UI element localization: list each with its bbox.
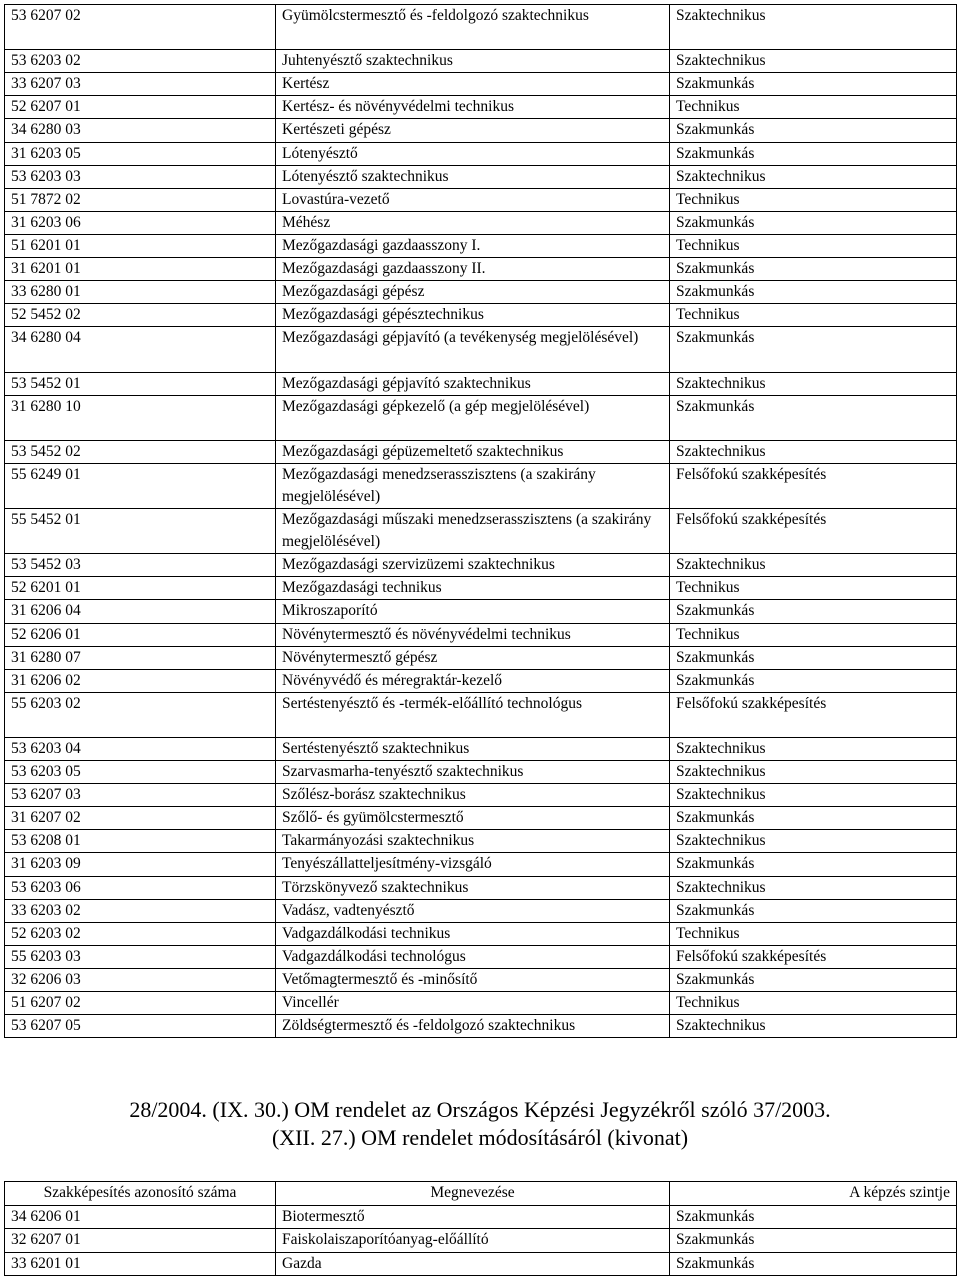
qualification-name: Mezőgazdasági gépjavító szaktechnikus	[276, 372, 670, 395]
qualification-name: Sertéstenyésztő és -termék-előállító technológus	[276, 692, 670, 737]
extract-table-body	[5, 1205, 957, 1276]
qualification-level: Szaktechnikus	[670, 554, 957, 577]
table-row	[5, 281, 957, 304]
qualification-name: Törzskönyvező szaktechnikus	[276, 876, 670, 899]
qualification-level: Szaktechnikus	[670, 440, 957, 463]
table-row	[5, 234, 957, 257]
qualification-name: Mezőgazdasági szervizüzemi szaktechnikus	[276, 554, 670, 577]
table-row	[5, 73, 957, 96]
qualification-code: 33 6280 01	[5, 281, 276, 304]
qualification-code: 33 6201 01	[5, 1252, 276, 1276]
qualification-name: Vincellér	[276, 992, 670, 1015]
qualification-code: 34 6280 04	[5, 327, 276, 372]
qualification-name: Mezőgazdasági gépész	[276, 281, 670, 304]
qualification-name: Szarvasmarha-tenyésztő szaktechnikus	[276, 761, 670, 784]
qualification-level: Szaktechnikus	[670, 165, 957, 188]
qualification-name: Mezőgazdasági műszaki menedzserasszisztens (a szakirány megjelölésével)	[276, 509, 670, 554]
qualification-code: 31 6201 01	[5, 258, 276, 281]
table-row	[5, 5, 957, 50]
table-row	[5, 142, 957, 165]
table-row	[5, 692, 957, 737]
qualification-name: Faiskolaiszaporítóanyag-előállító	[276, 1229, 670, 1253]
qualification-code: 53 5452 01	[5, 372, 276, 395]
qualification-code: 33 6203 02	[5, 899, 276, 922]
qualification-code: 52 5452 02	[5, 304, 276, 327]
qualification-code: 51 7872 02	[5, 188, 276, 211]
qualification-name: Vadgazdálkodási technológus	[276, 945, 670, 968]
qualification-name: Mezőgazdasági gépjavító (a tevékenység megjelölésével)	[276, 327, 670, 372]
qualification-code: 53 6203 04	[5, 738, 276, 761]
qualification-code: 53 6208 01	[5, 830, 276, 853]
table-row	[5, 188, 957, 211]
qualification-code: 34 6280 03	[5, 119, 276, 142]
qualification-code: 51 6201 01	[5, 234, 276, 257]
qualification-level: Szakmunkás	[670, 1252, 957, 1276]
table-row	[5, 876, 957, 899]
qualification-level: Szaktechnikus	[670, 876, 957, 899]
qualification-code: 52 6203 02	[5, 922, 276, 945]
table-row	[5, 50, 957, 73]
table-row	[5, 509, 957, 554]
qualification-name: Kertész- és növényvédelmi technikus	[276, 96, 670, 119]
qualification-level: Szakmunkás	[670, 600, 957, 623]
decree-heading-line-2: (XII. 27.) OM rendelet módosításáról (kivonat)	[271, 1125, 689, 1150]
qualification-level: Technikus	[670, 96, 957, 119]
qualification-name: Mezőgazdasági gazdaasszony I.	[276, 234, 670, 257]
qualification-level: Szakmunkás	[670, 142, 957, 165]
qualification-code: 53 6207 02	[5, 5, 276, 50]
qualification-code: 32 6207 01	[5, 1229, 276, 1253]
qualification-level: Szakmunkás	[670, 807, 957, 830]
qualification-name: Mezőgazdasági gazdaasszony II.	[276, 258, 670, 281]
table-row	[5, 853, 957, 876]
qualification-level: Szakmunkás	[670, 281, 957, 304]
qualification-level: Szaktechnikus	[670, 784, 957, 807]
qualification-name: Mikroszaporító	[276, 600, 670, 623]
table-row	[5, 440, 957, 463]
qualification-code: 32 6206 03	[5, 968, 276, 991]
table-row	[5, 992, 957, 1015]
qualification-code: 31 6203 05	[5, 142, 276, 165]
table-row	[5, 784, 957, 807]
qualification-table	[4, 4, 957, 1038]
qualification-code: 33 6207 03	[5, 73, 276, 96]
qualification-name: Méhész	[276, 211, 670, 234]
qualification-name: Biotermesztő	[276, 1205, 670, 1229]
table-row	[5, 899, 957, 922]
table-row	[5, 211, 957, 234]
qualification-level: Szaktechnikus	[670, 50, 957, 73]
qualification-level: Felsőfokú szakképesítés	[670, 692, 957, 737]
qualification-name: Mezőgazdasági gépésztechnikus	[276, 304, 670, 327]
table-row	[5, 968, 957, 991]
qualification-code: 53 5452 03	[5, 554, 276, 577]
qualification-code: 31 6207 02	[5, 807, 276, 830]
table-row	[5, 96, 957, 119]
qualification-code: 55 6203 02	[5, 692, 276, 737]
qualification-name: Mezőgazdasági menedzserasszisztens (a szakirány megjelölésével)	[276, 463, 670, 508]
qualification-level: Szaktechnikus	[670, 738, 957, 761]
qualification-level: Szaktechnikus	[670, 761, 957, 784]
qualification-code: 52 6206 01	[5, 623, 276, 646]
qualification-level: Szakmunkás	[670, 395, 957, 440]
qualification-code: 55 6249 01	[5, 463, 276, 508]
qualification-level: Technikus	[670, 623, 957, 646]
table-row	[5, 165, 957, 188]
table-row	[5, 600, 957, 623]
qualification-level: Szaktechnikus	[670, 372, 957, 395]
qualification-name: Kertészeti gépész	[276, 119, 670, 142]
qualification-level: Szaktechnikus	[670, 830, 957, 853]
table-row	[5, 1205, 957, 1229]
qualification-name: Szőlő- és gyümölcstermesztő	[276, 807, 670, 830]
qualification-code: 31 6280 10	[5, 395, 276, 440]
table-row	[5, 830, 957, 853]
qualification-code: 34 6206 01	[5, 1205, 276, 1229]
table-row	[5, 258, 957, 281]
qualification-name: Mezőgazdasági technikus	[276, 577, 670, 600]
extract-table	[4, 1181, 957, 1276]
table-row	[5, 922, 957, 945]
table-row	[5, 395, 957, 440]
qualification-level: Technikus	[670, 922, 957, 945]
qualification-level: Szakmunkás	[670, 73, 957, 96]
qualification-level: Szaktechnikus	[670, 5, 957, 50]
qualification-name: Lótenyésztő	[276, 142, 670, 165]
qualification-level: Felsőfokú szakképesítés	[670, 509, 957, 554]
qualification-code: 53 6203 06	[5, 876, 276, 899]
qualification-name: Lótenyésztő szaktechnikus	[276, 165, 670, 188]
qualification-name: Növénytermesztő gépész	[276, 646, 670, 669]
qualification-name: Növénytermesztő és növényvédelmi technikus	[276, 623, 670, 646]
qualification-table-body	[5, 5, 957, 1038]
header-level: A képzés szintje	[670, 1182, 957, 1206]
qualification-name: Lovastúra-vezető	[276, 188, 670, 211]
qualification-code: 31 6203 09	[5, 853, 276, 876]
qualification-name: Zöldségtermesztő és -feldolgozó szaktechnikus	[276, 1015, 670, 1038]
table-row	[5, 372, 957, 395]
qualification-level: Felsőfokú szakképesítés	[670, 463, 957, 508]
qualification-name: Sertéstenyésztő szaktechnikus	[276, 738, 670, 761]
qualification-level: Technikus	[670, 577, 957, 600]
qualification-name: Tenyészállatteljesítmény-vizsgáló	[276, 853, 670, 876]
decree-heading-line-1: 28/2004. (IX. 30.) OM rendelet az Országos Képzési Jegyzékről szóló 37/2003.	[129, 1097, 831, 1122]
table-row	[5, 1015, 957, 1038]
table-row	[5, 327, 957, 372]
table-row	[5, 554, 957, 577]
table-row	[5, 669, 957, 692]
qualification-code: 52 6201 01	[5, 577, 276, 600]
table-row	[5, 945, 957, 968]
table-row	[5, 646, 957, 669]
header-code: Szakképesítés azonosító száma	[5, 1182, 276, 1206]
qualification-code: 31 6206 02	[5, 669, 276, 692]
qualification-code: 53 5452 02	[5, 440, 276, 463]
qualification-level: Szakmunkás	[670, 258, 957, 281]
decree-heading	[0, 1096, 960, 1152]
qualification-level: Szakmunkás	[670, 1205, 957, 1229]
qualification-name: Vadgazdálkodási technikus	[276, 922, 670, 945]
qualification-name: Gazda	[276, 1252, 670, 1276]
table-row	[5, 463, 957, 508]
qualification-level: Szaktechnikus	[670, 1015, 957, 1038]
qualification-name: Takarmányozási szaktechnikus	[276, 830, 670, 853]
qualification-code: 53 6203 05	[5, 761, 276, 784]
qualification-level: Felsőfokú szakképesítés	[670, 945, 957, 968]
table-row	[5, 1252, 957, 1276]
qualification-level: Szakmunkás	[670, 1229, 957, 1253]
qualification-name: Vadász, vadtenyésztő	[276, 899, 670, 922]
qualification-code: 55 5452 01	[5, 509, 276, 554]
qualification-code: 31 6203 06	[5, 211, 276, 234]
qualification-code: 52 6207 01	[5, 96, 276, 119]
qualification-level: Szakmunkás	[670, 327, 957, 372]
table-row	[5, 623, 957, 646]
qualification-level: Technikus	[670, 992, 957, 1015]
qualification-code: 55 6203 03	[5, 945, 276, 968]
qualification-level: Technikus	[670, 304, 957, 327]
extract-table-header-row	[5, 1182, 957, 1206]
qualification-level: Technikus	[670, 234, 957, 257]
qualification-code: 51 6207 02	[5, 992, 276, 1015]
qualification-level: Szakmunkás	[670, 853, 957, 876]
table-row	[5, 119, 957, 142]
qualification-level: Technikus	[670, 188, 957, 211]
qualification-code: 53 6203 02	[5, 50, 276, 73]
qualification-name: Vetőmagtermesztő és -minősítő	[276, 968, 670, 991]
qualification-code: 31 6280 07	[5, 646, 276, 669]
qualification-level: Szakmunkás	[670, 669, 957, 692]
table-row	[5, 761, 957, 784]
qualification-code: 31 6206 04	[5, 600, 276, 623]
table-row	[5, 807, 957, 830]
qualification-name: Mezőgazdasági gépüzemeltető szaktechnikus	[276, 440, 670, 463]
qualification-level: Szakmunkás	[670, 899, 957, 922]
table-row	[5, 577, 957, 600]
qualification-name: Szőlész-borász szaktechnikus	[276, 784, 670, 807]
table-row	[5, 1229, 957, 1253]
qualification-code: 53 6203 03	[5, 165, 276, 188]
qualification-code: 53 6207 05	[5, 1015, 276, 1038]
qualification-name: Kertész	[276, 73, 670, 96]
qualification-name: Növényvédő és méregraktár-kezelő	[276, 669, 670, 692]
qualification-level: Szakmunkás	[670, 646, 957, 669]
qualification-name: Mezőgazdasági gépkezelő (a gép megjelölésével)	[276, 395, 670, 440]
qualification-code: 53 6207 03	[5, 784, 276, 807]
table-row	[5, 304, 957, 327]
table-row	[5, 738, 957, 761]
qualification-level: Szakmunkás	[670, 211, 957, 234]
qualification-level: Szakmunkás	[670, 968, 957, 991]
qualification-name: Gyümölcstermesztő és -feldolgozó szaktechnikus	[276, 5, 670, 50]
qualification-name: Juhtenyésztő szaktechnikus	[276, 50, 670, 73]
header-name: Megnevezése	[276, 1182, 670, 1206]
qualification-level: Szakmunkás	[670, 119, 957, 142]
